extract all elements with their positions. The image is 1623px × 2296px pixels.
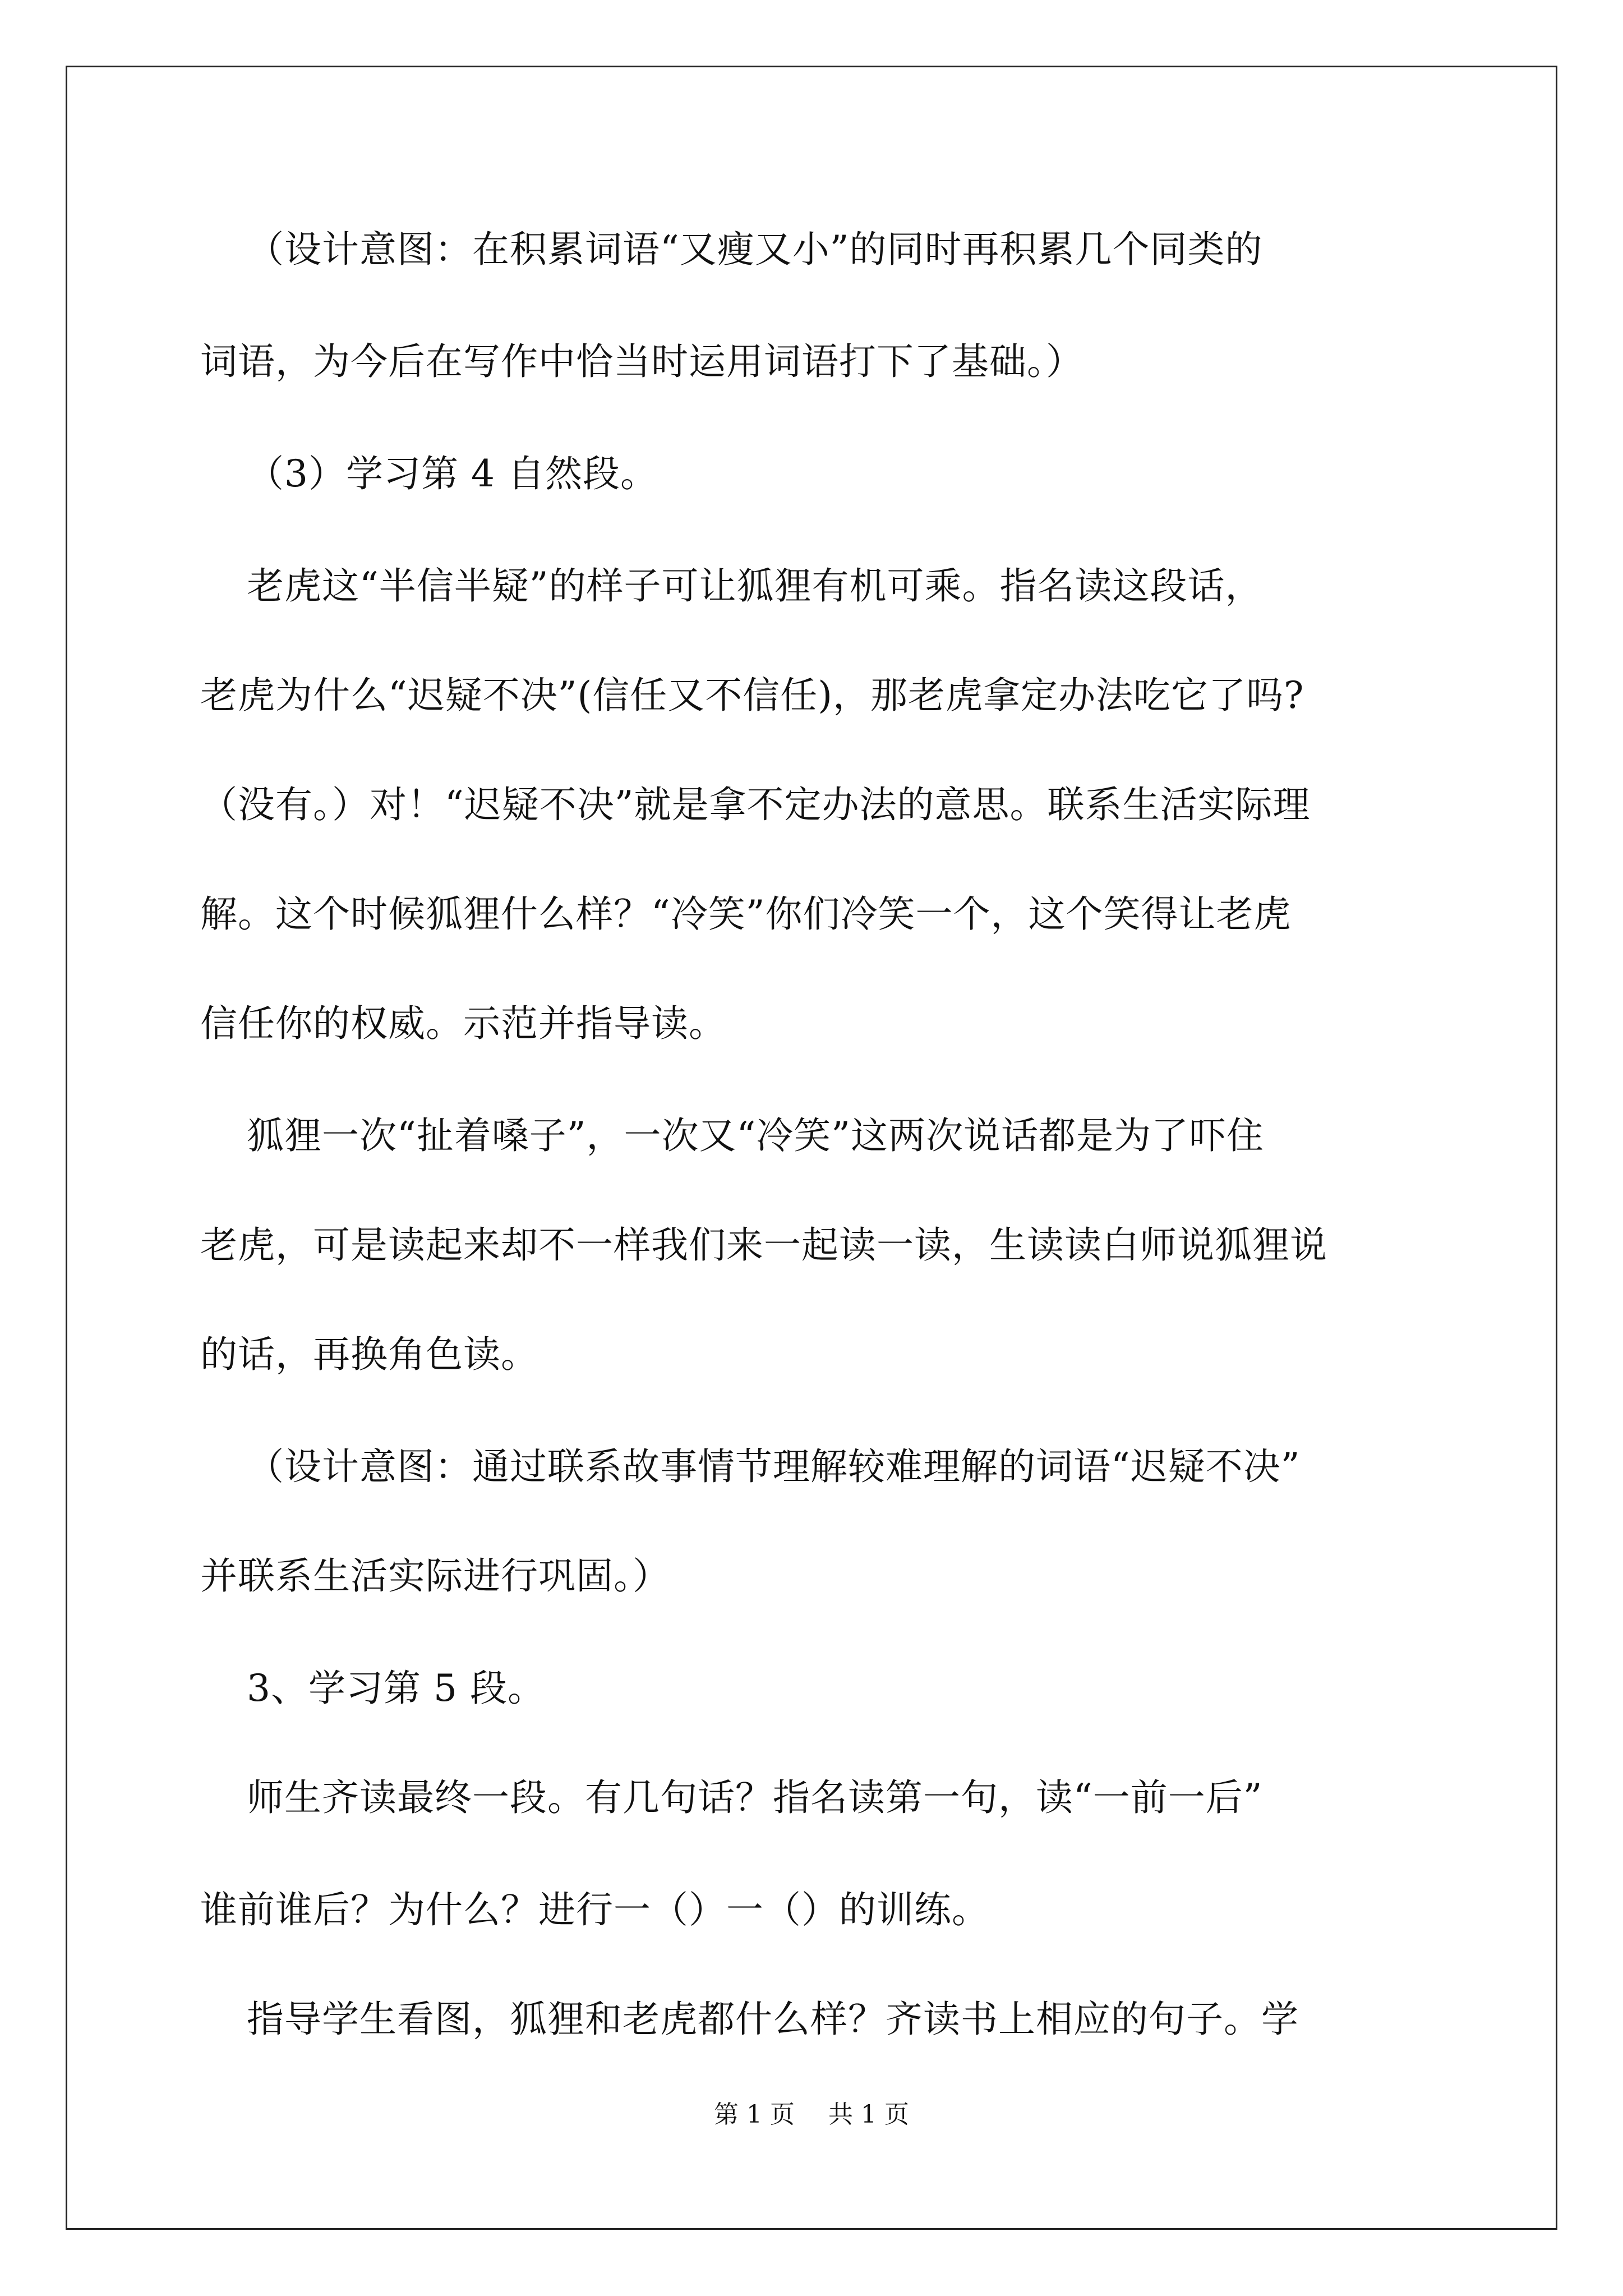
paragraph-line: （没有。）对！“迟疑不决”就是拿不定办法的意思。联系生活实际理 — [200, 783, 1311, 826]
paragraph-line: 狐狸一次“扯着嗓子”，一次又“冷笑”这两次说话都是为了吓住 — [247, 1114, 1264, 1157]
section-heading: 3、学习第 5 段。 — [247, 1667, 545, 1710]
page-number: 第 1 页 — [714, 2100, 795, 2129]
paragraph-line: （设计意图：通过联系故事情节理解较难理解的词语“迟疑不决” — [247, 1445, 1301, 1488]
paragraph-line: 老虎，可是读起来却不一样我们来一起读一读，生读读白师说狐狸说 — [200, 1223, 1327, 1267]
paragraph-line: 解。这个时候狐狸什么样？“冷笑”你们冷笑一个，这个笑得让老虎 — [200, 892, 1292, 936]
paragraph-line: （设计意图：在积累词语“又瘦又小”的同时再积累几个同类的 — [247, 228, 1263, 271]
page-footer — [0, 2098, 1623, 2132]
page-total: 共 1 页 — [828, 2100, 909, 2129]
paragraph-line: 指导学生看图，狐狸和老虎都什么样？齐读书上相应的句子。学 — [247, 1998, 1299, 2041]
paragraph-line: 词语，为今后在写作中恰当时运用词语打下了基础。） — [200, 340, 1083, 383]
paragraph-line: 老虎这“半信半疑”的样子可让狐狸有机可乘。指名读这段话， — [247, 564, 1263, 608]
section-heading: （3）学习第 4 自然段。 — [247, 452, 658, 495]
paragraph-line: 老虎为什么“迟疑不决”(信任又不信任)，那老虎拿定办法吃它了吗? — [200, 674, 1304, 717]
paragraph-line: 谁前谁后？为什么？进行一（）一（）的训练。 — [200, 1888, 989, 1931]
paragraph-line: 师生齐读最终一段。有几句话？指名读第一句，读“一前一后” — [247, 1776, 1263, 1819]
paragraph-line: 信任你的权威。示范并指导读。 — [200, 1002, 726, 1045]
paragraph-line: 并联系生活实际进行巩固。） — [200, 1554, 670, 1598]
paragraph-line: 的话，再换角色读。 — [200, 1333, 538, 1376]
